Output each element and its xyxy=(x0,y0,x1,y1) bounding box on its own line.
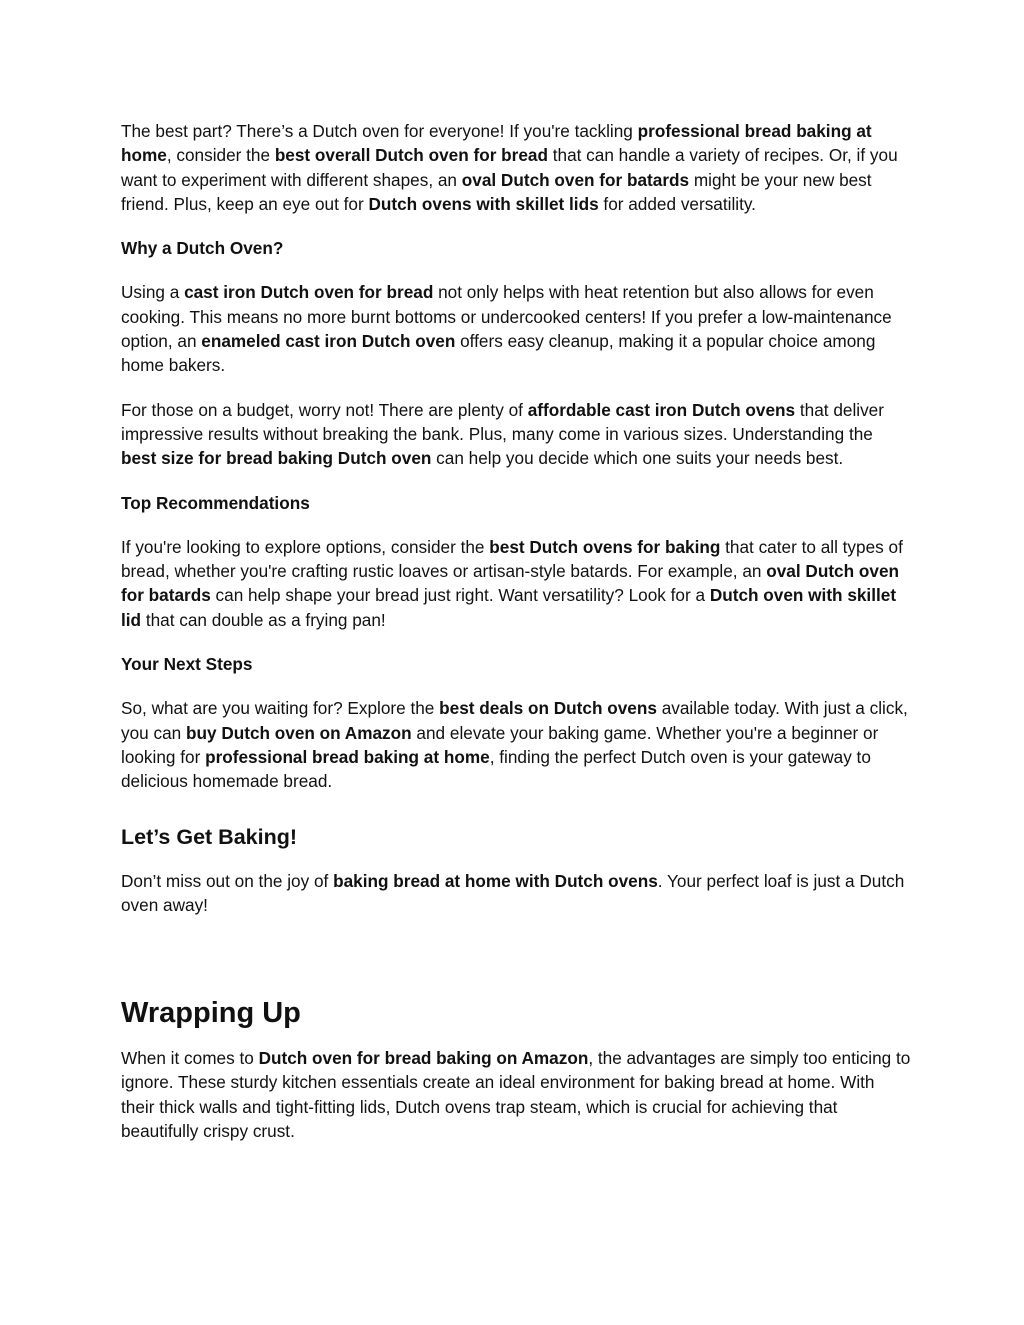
keyword: Dutch ovens with skillet lids xyxy=(368,193,599,214)
next-paragraph: So, what are you waiting for? Explore the best deals on Dutch ovens available today. With just a click, you can buy Dutch oven on Amazon and elevate your baking game. Whether you're a beginner or looking for professional bread baking at home, finding the perfect Dutch oven is your gateway to delicious homemade bread. xyxy=(121,698,908,792)
keyword: Dutch oven with skillet lid xyxy=(121,585,897,630)
keyword: best deals on Dutch ovens xyxy=(439,698,657,719)
keyword: best overall Dutch oven for bread xyxy=(274,145,548,166)
keyword: buy Dutch oven on Amazon xyxy=(185,722,412,743)
wrap-paragraph: When it comes to Dutch oven for bread baking on Amazon, the advantages are simply too enticing to ignore. These sturdy kitchen essentials create an ideal environment for baking bread at home. With their thick walls and tight-fitting lids, Dutch ovens trap steam, which is crucial for achieving that beautifully crispy crust. xyxy=(121,1048,911,1142)
keyword: cast iron Dutch oven for bread xyxy=(184,282,434,303)
keyword: oval Dutch oven for batards xyxy=(461,169,690,190)
keyword: affordable cast iron Dutch ovens xyxy=(527,399,796,420)
section-heading-top: Top Recommendations xyxy=(121,492,310,513)
keyword: best size for bread baking Dutch oven xyxy=(121,448,432,469)
keyword: enameled cast iron Dutch oven xyxy=(201,331,456,352)
keyword: best Dutch ovens for baking xyxy=(489,536,721,557)
keyword: professional bread baking at home xyxy=(205,746,490,767)
top-paragraph: If you're looking to explore options, consider the best Dutch ovens for baking that cater to all types of bread, whether you're crafting rustic loaves or artisan-style batards. For example, an oval Dutch oven for batards can help shape your bread just right. Want versatility? Look for a Dutch oven with skillet lid that can double as a frying pan! xyxy=(121,536,903,630)
keyword: baking bread at home with Dutch ovens xyxy=(333,870,658,891)
why-paragraph-1: Using a cast iron Dutch oven for bread not only helps with heat retention but also allows for even cooking. This means no more burnt bottoms or undercooked centers! If you prefer a low-maintenance option, an enameled cast iron Dutch oven offers easy cleanup, making it a popular choice among home bakers. xyxy=(121,282,892,376)
keyword: oval Dutch oven for batards xyxy=(121,561,899,606)
baking-paragraph: Don’t miss out on the joy of baking bread at home with Dutch ovens. Your perfect loaf is just a Dutch oven away! xyxy=(121,870,905,915)
section-heading-baking: Let’s Get Baking! xyxy=(121,824,298,849)
keyword: professional bread baking at home xyxy=(121,121,872,166)
why-paragraph-2: For those on a budget, worry not! There are plenty of affordable cast iron Dutch ovens that deliver impressive results without breaking the bank. Plus, many come in various sizes. Understanding the best size for bread baking Dutch oven can help you decide which one suits your needs best. xyxy=(121,399,884,469)
section-heading-why: Why a Dutch Oven? xyxy=(121,238,284,259)
section-heading-wrap: Wrapping Up xyxy=(121,997,301,1030)
section-heading-next: Your Next Steps xyxy=(121,654,253,675)
intro-paragraph: The best part? There’s a Dutch oven for everyone! If you're tackling professional bread baking at home, consider the best overall Dutch oven for bread that can handle a variety of recipes. Or, if you want to experiment with different shapes, an oval Dutch oven for batards might be your new best friend. Plus, keep an eye out for Dutch ovens with skillet lids for added versatility. xyxy=(121,121,898,214)
keyword: Dutch oven for bread baking on Amazon xyxy=(258,1048,589,1069)
document-page xyxy=(121,119,911,1143)
